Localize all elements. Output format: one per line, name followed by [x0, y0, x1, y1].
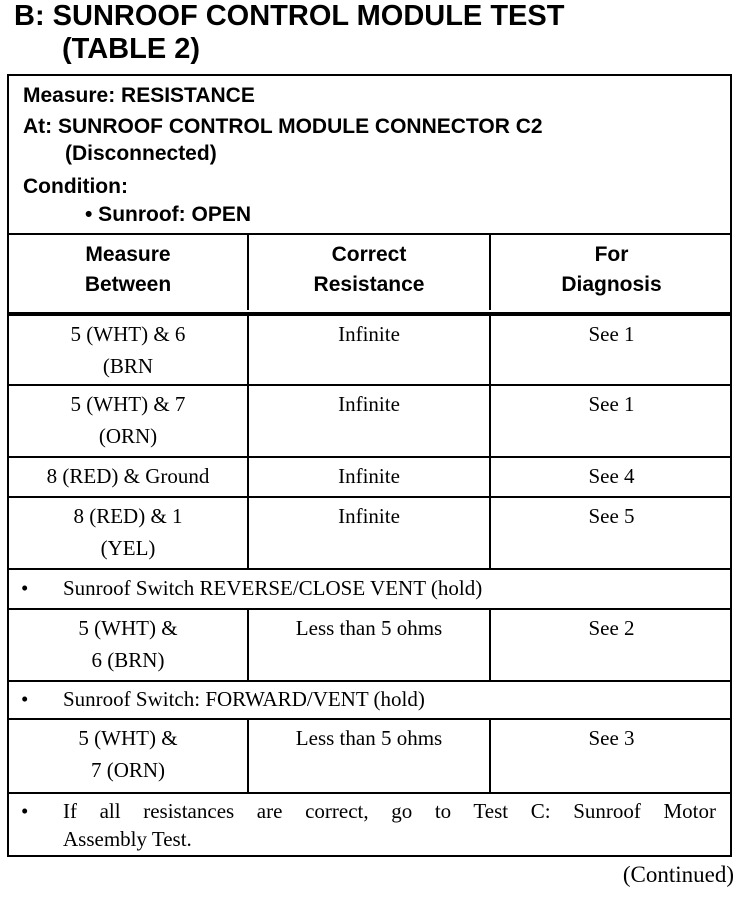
- resistance-cell: Less than 5 ohms: [249, 720, 491, 792]
- resistance-cell: Infinite: [249, 498, 491, 568]
- table-header-info: [9, 76, 730, 235]
- note-text: Sunroof Switch: FORWARD/VENT (hold): [63, 687, 425, 711]
- note-text-line-1: If all resistances are correct, go to Test C: Sunroof Motor: [63, 799, 716, 823]
- note-all-correct: [9, 792, 730, 857]
- diagnosis-cell: See 2: [588, 616, 635, 640]
- condition-item: • Sunroof: OPEN: [85, 203, 252, 226]
- note-reverse-close-vent: [9, 568, 730, 608]
- col-header-correct-resistance: Correct Resistance: [249, 233, 491, 310]
- diagnosis-cell: See 3: [588, 726, 635, 750]
- at-sub-label: (Disconnected): [65, 142, 217, 165]
- continued-label: (Continued): [622, 862, 734, 887]
- table-row: [9, 384, 730, 456]
- title-line-2: (TABLE 2): [62, 33, 201, 65]
- measure-between-cell: 5 (WHT) & 7 (ORN): [9, 720, 249, 792]
- note-text-line-2: Assembly Test.: [63, 827, 192, 851]
- measure-between-cell: 5 (WHT) & 6 (BRN): [9, 610, 249, 680]
- bullet: •: [21, 799, 29, 823]
- col-header-for-diagnosis: For Diagnosis: [561, 243, 662, 296]
- resistance-cell: Infinite: [249, 316, 491, 384]
- diagnosis-cell: See 5: [588, 504, 635, 528]
- diagnosis-cell: See 1: [588, 392, 635, 416]
- note-forward-vent: [9, 680, 730, 718]
- table-row: [9, 718, 730, 792]
- measure-between-cell: 8 (RED) & 1 (YEL): [9, 498, 249, 568]
- measure-between-cell: 5 (WHT) & 6 (BRN: [9, 316, 249, 384]
- resistance-cell: Less than 5 ohms: [249, 610, 491, 680]
- title-line-1: B: SUNROOF CONTROL MODULE TEST: [14, 0, 565, 32]
- bullet: •: [21, 576, 29, 600]
- diagnosis-cell: See 1: [588, 322, 635, 346]
- measure-label: Measure: RESISTANCE: [23, 84, 255, 107]
- table-row: [9, 496, 730, 568]
- page-title: [14, 0, 564, 66]
- note-text: Sunroof Switch REVERSE/CLOSE VENT (hold): [63, 576, 483, 600]
- measure-between-cell: 8 (RED) & Ground: [9, 458, 249, 496]
- table-row: [9, 312, 730, 384]
- measure-between-cell: 5 (WHT) & 7 (ORN): [9, 386, 249, 456]
- resistance-cell: Infinite: [249, 458, 491, 496]
- condition-label: Condition:: [23, 175, 128, 198]
- test-table: [7, 74, 732, 857]
- resistance-cell: Infinite: [249, 386, 491, 456]
- table-row: [9, 608, 730, 680]
- bullet: •: [21, 687, 29, 711]
- at-label: At: SUNROOF CONTROL MODULE CONNECTOR C2: [23, 115, 543, 138]
- col-header-measure-between: Measure Between: [9, 233, 249, 310]
- table-row: [9, 456, 730, 496]
- column-header-row: [9, 233, 730, 310]
- diagnosis-cell: See 4: [588, 464, 635, 488]
